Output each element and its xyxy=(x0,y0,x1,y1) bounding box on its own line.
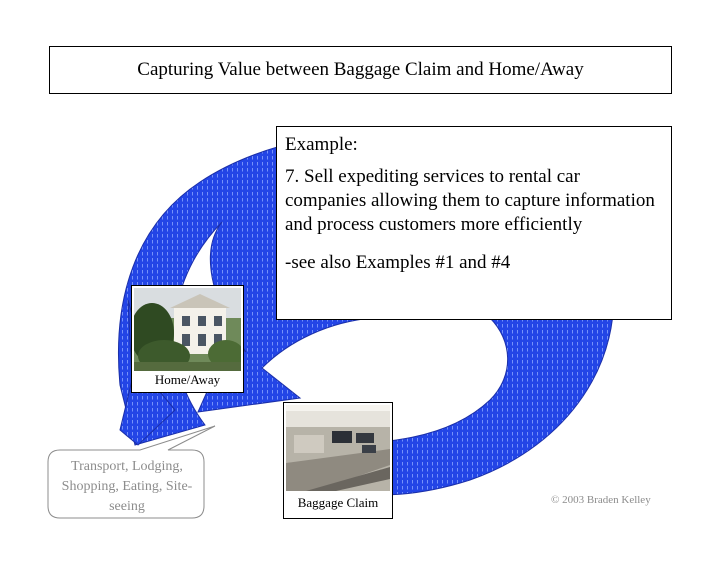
callout-text: Transport, Lodging, Shopping, Eating, Site-seeing xyxy=(61,459,193,514)
baggage-claim-caption: Baggage Claim xyxy=(297,495,379,510)
example-see-also: -see also Examples #1 and #4 xyxy=(285,252,511,273)
example-body: 7. Sell expediting services to rental car companies allowing them to capture information and process customers more efficiently xyxy=(285,166,655,235)
example-box xyxy=(276,126,672,320)
slide-title-box xyxy=(49,46,672,94)
home-away-caption: Home/Away xyxy=(154,372,221,387)
baggage-claim-photo xyxy=(286,405,390,491)
example-heading: Example: xyxy=(285,134,358,155)
slide-title: Capturing Value between Baggage Claim and Home/Away xyxy=(137,59,584,80)
house-photo xyxy=(134,288,241,371)
copyright-notice: © 2003 Braden Kelley xyxy=(551,494,651,506)
